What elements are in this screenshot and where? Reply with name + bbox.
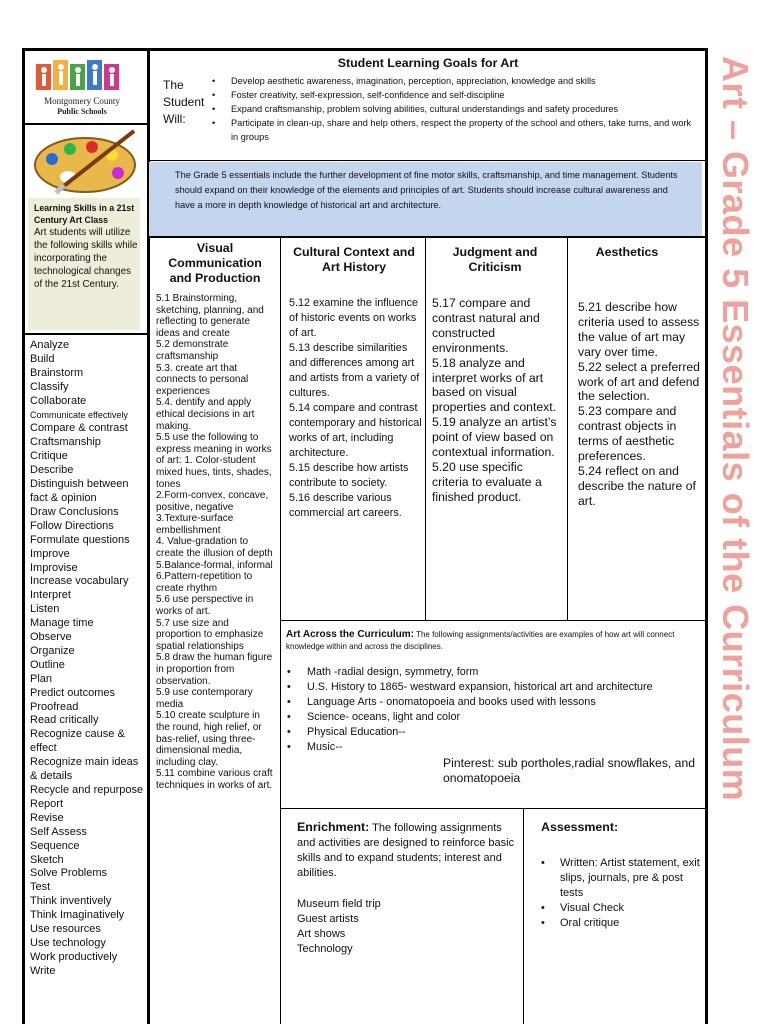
enrich-assess-divider	[523, 808, 524, 1024]
skill-item: Recycle and repurpose	[30, 784, 144, 796]
visual-items	[156, 293, 275, 792]
skill-item: Interpret	[30, 589, 71, 602]
learning-skills-box	[28, 198, 140, 330]
curriculum-list	[287, 665, 653, 755]
goals-label: The Student Will:	[163, 78, 205, 126]
skill-item: Recognize cause & effect	[30, 728, 125, 755]
skill-item: Distinguish between fact & opinion	[30, 478, 129, 504]
skill-item: Craftsmanship	[30, 436, 101, 449]
skill-item: Improvise	[30, 561, 78, 574]
skill-item: Outline	[30, 658, 65, 671]
curriculum-item: • Science- oceans, light and color	[287, 710, 653, 725]
assessment-item: • Written: Artist statement, exit slips, journals, pre & post tests	[533, 856, 705, 901]
skill-item: Describe	[30, 464, 74, 477]
pinterest-note: Pinterest: sub portholes,radial snowflakes, and onomatopoeia	[443, 756, 696, 785]
col-divider-2	[425, 237, 426, 620]
essentials-box	[149, 162, 702, 236]
skill-item: Solve Problems	[30, 867, 108, 880]
enrichment-item: Art shows	[297, 928, 346, 940]
skill-item: Increase vocabulary	[30, 575, 129, 588]
skill-item: Revise	[30, 811, 64, 824]
skill-item: Classify	[30, 380, 69, 393]
curriculum-heading: Art Across the Curriculum: The following assignments/activities are examples of how art will connect knowledge within and across the disciplines.	[286, 629, 675, 651]
curriculum-item: • Physical Education--	[287, 725, 653, 740]
art-palette-image	[30, 127, 140, 197]
essentials-text: The Grade 5 essentials include the further development of fine motor skills, craftsmanship, and time management. Students should expand on their knowledge of the elements and principles of art. Students should increase cultural awareness and have a more in depth knowledge of historical art and architecture.	[175, 170, 678, 210]
curriculum-item: • Math -radial design, symmetry, form	[287, 665, 653, 680]
cultural-item: 5.14 compare and contrast contemporary and historical works of art, including architecture.	[289, 402, 422, 459]
cultural-heading: Cultural Context and Art History	[293, 245, 415, 274]
skill-item: Critique	[30, 450, 68, 463]
visual-item: 6.Pattern-repetition to create rhythm	[156, 571, 253, 594]
visual-item: 2.Form-convex, concave, positive, negative	[156, 490, 269, 513]
visual-heading: Visual Communication and Production	[168, 241, 262, 285]
learning-skills-title: Learning Skills in a 21st Century Art Class	[34, 203, 135, 225]
goals-bottom-line	[148, 160, 706, 161]
skill-item: Sequence	[30, 839, 80, 852]
skill-item: Report	[30, 797, 64, 810]
visual-item: 5.6 use perspective in works of art.	[156, 594, 254, 618]
assessment-title: Assessment:	[541, 820, 619, 834]
skill-item: Recognize main ideas & details	[30, 756, 139, 783]
visual-item: 5.11 combine various craft techniques in works of art.	[156, 768, 273, 791]
skill-item: Listen	[30, 603, 60, 616]
skill-item: Proofread	[30, 700, 79, 713]
goal-item: • Foster creativity, self-expression, self-confidence and self-discipline	[212, 88, 697, 102]
visual-item: 5.8 draw the human figure in proportion from observation.	[156, 652, 273, 687]
goal-item: • Participate in clean-up, share and help others, respect the property of the school and others, take turns, and work in groups	[212, 116, 697, 144]
svg-text:Public Schools: Public Schools	[57, 107, 107, 116]
goals-title: Student Learning Goals for Art	[337, 56, 519, 70]
svg-text:Montgomery County: Montgomery County	[44, 96, 120, 106]
judgment-heading: Judgment and Criticism	[452, 245, 538, 274]
skill-item: Use technology	[30, 936, 106, 949]
assessment-item: • Oral critique	[533, 916, 705, 931]
enrichment-item: Technology	[297, 943, 353, 955]
skill-item: Formulate questions	[30, 533, 130, 546]
skill-item: Read critically	[30, 714, 99, 727]
essentials-bottom-line	[148, 236, 706, 238]
skill-item: Test	[30, 881, 51, 894]
curriculum-title: Art Across the Curriculum	[286, 629, 411, 640]
cultural-items	[289, 296, 423, 521]
logo-box-line	[25, 123, 148, 125]
enrichment-item: Museum field trip	[297, 898, 381, 910]
skill-item: Predict outcomes	[30, 686, 115, 699]
columns-bottom-line	[281, 620, 706, 621]
enrichment-items	[297, 897, 381, 957]
skill-item: Brainstorm	[30, 366, 84, 379]
aesthetics-items	[578, 300, 700, 509]
goal-item: • Develop aesthetic awareness, imagination, perception, appreciation, knowledge and skills	[212, 74, 697, 88]
aesthetics-item: 5.22 select a preferred work of art and defend the selection.	[578, 359, 700, 404]
skill-item: Collaborate	[30, 394, 87, 407]
cultural-item: 5.13 describe similarities and differences among art and artists from a variety of cultures.	[289, 342, 420, 399]
visual-item: 5.5 use the following to express meaning in works of art: 1. Color-student mixed hues, tints, shades, tones	[156, 432, 272, 490]
skill-item: Observe	[30, 631, 72, 644]
skill-item: Think inventively	[30, 895, 112, 908]
skill-item: Analyze	[30, 339, 70, 351]
col-divider-1	[280, 237, 281, 1024]
judgment-item: 5.18 analyze and interpret works of art based on visual properties and context.	[432, 355, 556, 415]
skill-item: Think Imaginatively	[30, 909, 125, 922]
cultural-item: 5.16 describe various commercial art careers.	[289, 492, 402, 519]
goals-list	[212, 74, 697, 144]
enrichment-item: Guest artists	[297, 913, 359, 925]
assessment-item: • Visual Check	[533, 901, 705, 916]
skill-item: Work productively	[30, 950, 118, 963]
curriculum-bottom-line	[281, 808, 706, 809]
skill-item: Compare & contrast	[30, 422, 128, 435]
visual-item: 3.Texture-surface embellishment	[156, 513, 234, 536]
curriculum-item: • Language Arts - onomatopoeia and books used with lessons	[287, 695, 653, 710]
visual-item: 5.1 Brainstorming, sketching, planning, and reflecting to generate ideas and create	[156, 293, 264, 339]
skills-list	[30, 339, 148, 979]
skill-item: Write	[30, 964, 56, 977]
visual-item: 5.4. dentify and apply ethical decisions in art making.	[156, 397, 255, 432]
curriculum-item: • Music--	[287, 740, 653, 755]
curriculum-item: • U.S. History to 1865- westward expansion, historical art and architecture	[287, 680, 653, 695]
visual-item: 5.7 use size and proportion to emphasize spatial relationships	[156, 617, 264, 652]
skill-item: Follow Directions	[30, 519, 114, 532]
skill-item: Improve	[30, 547, 70, 560]
aesthetics-heading: Aesthetics	[595, 245, 659, 259]
enrichment-text: The following assignments and activities are designed to reinforce basic skills and to expand students; interest and abilities.	[297, 822, 515, 879]
aesthetics-item: 5.24 reflect on and describe the nature of art.	[578, 463, 696, 508]
skills-box-line	[25, 333, 148, 335]
skill-item: Plan	[30, 672, 53, 685]
curriculum-intro: The following assignments/activities are examples of how art will connect knowledge within and across the disciplines.	[286, 630, 675, 651]
judgment-item: 5.17 compare and contrast natural and constructed environments.	[432, 296, 540, 355]
goal-item: • Expand craftsmanship, problem solving abilities, cultural understandings and safety procedures	[212, 102, 697, 116]
side-title-text: Art – Grade 5 Essentials of the Curriculum	[715, 56, 756, 802]
visual-item: 5.10 create sculpture in the round, high relief, or bas-relief, using three-dimensional media, including clay.	[156, 710, 262, 768]
aesthetics-item: 5.21 describe how criteria used to assess the value of art may vary over time.	[578, 300, 700, 359]
judgment-item: 5.19 analyze an artist’s point of view based on contextual information.	[432, 415, 557, 460]
cultural-item: 5.15 describe how artists contribute to society.	[289, 462, 409, 489]
cultural-item: 5.12 examine the influence of historic events on works of art.	[289, 297, 419, 339]
visual-item: 4. Value-gradation to create the illusion of depth	[156, 536, 273, 560]
judgment-items	[432, 296, 562, 505]
visual-item: 5.3. create art that connects to personal experiences	[156, 362, 249, 397]
skill-item: Organize	[30, 644, 75, 657]
learning-skills-text: Art students will utilize the following skills while incorporating the technological changes of the 21st Century.	[34, 227, 138, 290]
assessment-list	[533, 856, 705, 931]
visual-item: 5.2 demonstrate craftsmanship	[156, 339, 229, 362]
skill-item: Sketch	[30, 853, 64, 866]
visual-item: 5.Balance-formal, informal	[156, 559, 273, 571]
skill-item: Use resources	[30, 923, 101, 936]
aesthetics-item: 5.23 compare and contrast objects in terms of aesthetic preferences.	[578, 404, 677, 464]
school-logo	[32, 60, 132, 120]
side-title	[716, 56, 762, 856]
visual-item: 5.9 use contemporary media	[156, 687, 253, 710]
col-divider-3	[567, 237, 568, 620]
judgment-item: 5.20 use specific criteria to evaluate a finished product.	[432, 459, 542, 504]
skill-item: Self Assess	[30, 825, 87, 838]
enrichment-text-block	[297, 820, 519, 881]
skill-item: Communicate effectively	[30, 409, 128, 420]
skill-item: Build	[30, 352, 55, 365]
skill-item: Manage time	[30, 617, 94, 630]
skill-item: Draw Conclusions	[30, 505, 119, 518]
enrichment-title: Enrichment:	[297, 820, 370, 834]
